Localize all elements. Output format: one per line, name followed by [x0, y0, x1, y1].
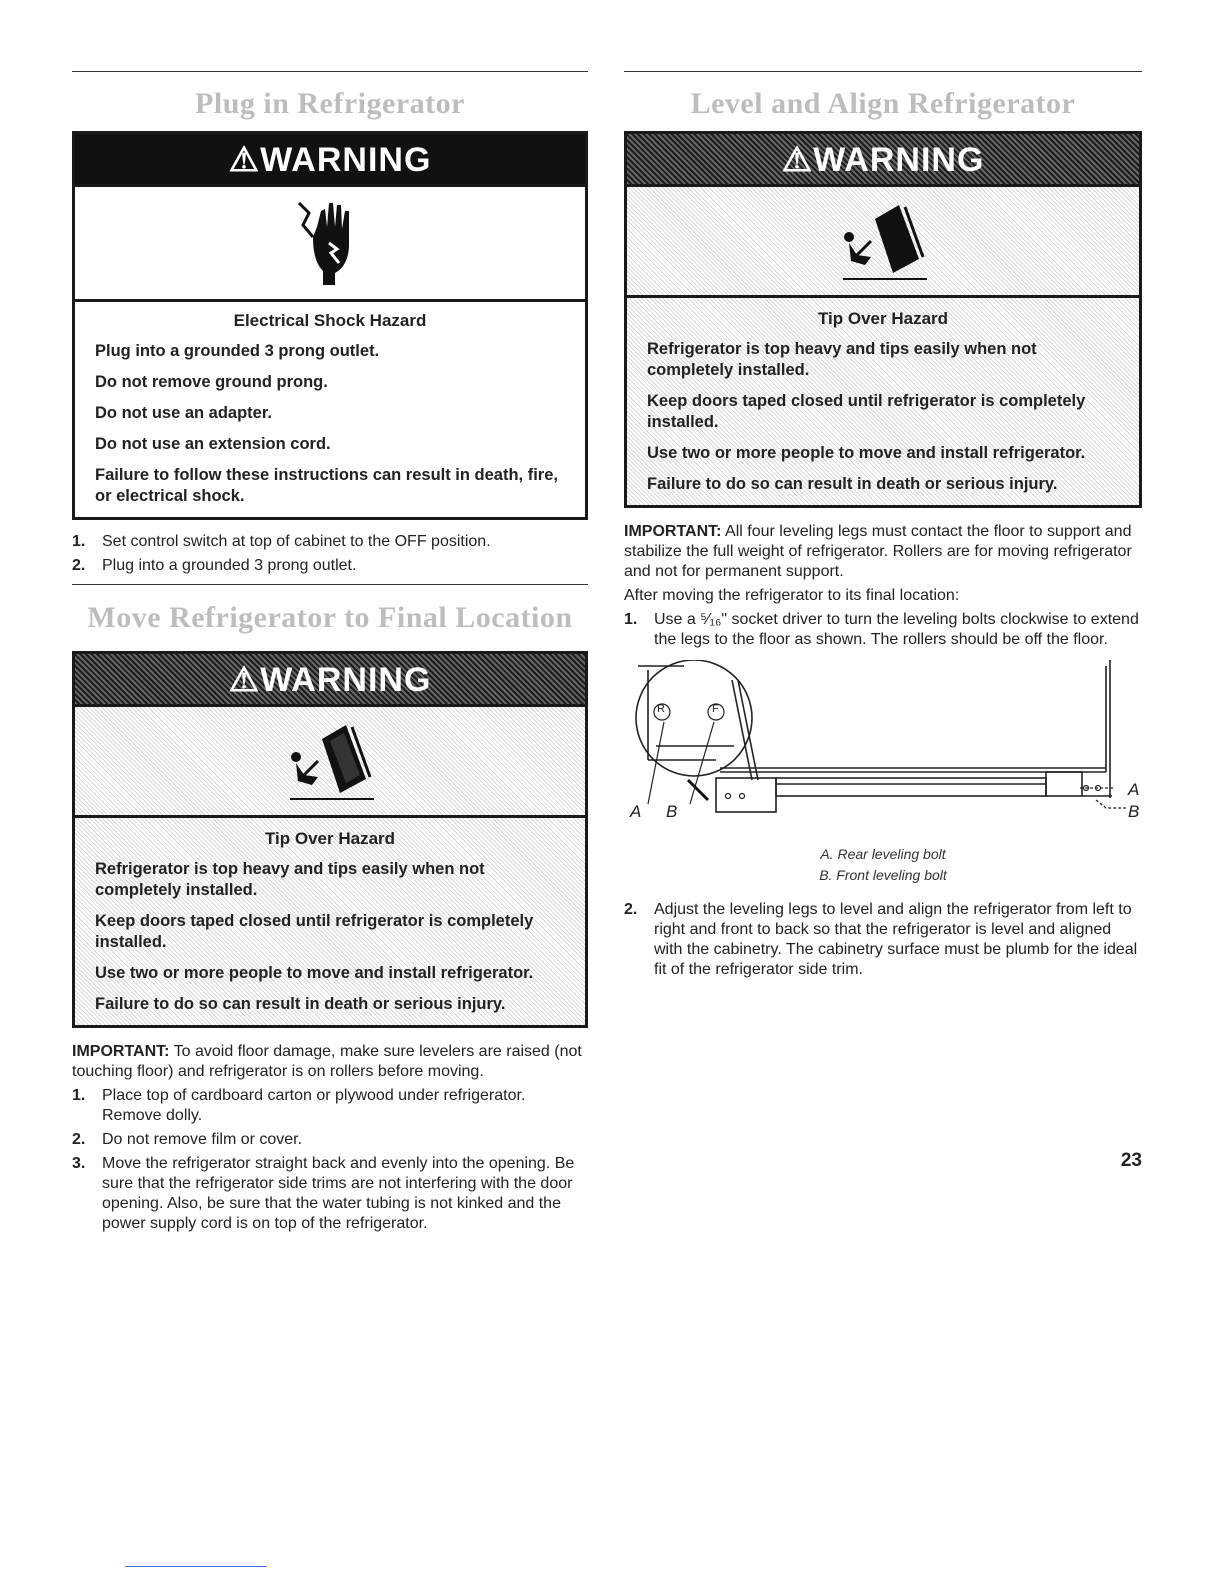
warning-line: Do not use an extension cord.	[95, 435, 331, 453]
page-number: 23	[1120, 1150, 1142, 1171]
caption-line: A. Rear leveling bolt	[820, 846, 946, 862]
list-item: 1. Use a ⁵⁄₁₆" socket driver to turn the leveling bolts clockwise to extend the legs to the floor as shown. The rollers should be off the floor.	[624, 611, 1139, 648]
level-steps-2	[624, 900, 1142, 980]
list-item: 3. Move the refrigerator straight back and evenly into the opening. Be sure that the refrigerator side trims are not interfering with the door opening. Also, be sure that the water tubing is not kinked and the power supply cord is on top of the refrigerator.	[72, 1155, 575, 1232]
warning-line: Use two or more people to move and install refrigerator.	[647, 444, 1086, 462]
hazard-title: Tip Over Hazard	[817, 309, 949, 328]
section-rule	[72, 584, 588, 585]
warning-line: Refrigerator is top heavy and tips easily when not completely installed.	[95, 860, 485, 899]
section-title-move: Move Refrigerator to Final Location	[87, 601, 573, 634]
warning-line: Use two or more people to move and install refrigerator.	[95, 964, 534, 982]
hazard-title: Electrical Shock Hazard	[233, 311, 427, 330]
warning-line: Failure to do so can result in death or serious injury.	[95, 995, 506, 1013]
footer-link-underline	[125, 1566, 267, 1567]
diagram-label-b-left: B	[666, 802, 678, 821]
leveling-diagram	[624, 660, 1142, 838]
list-item: 2. Do not remove film or cover.	[72, 1131, 303, 1148]
warning-box-tip-over	[624, 131, 1142, 508]
diagram-label-a-right: A	[1128, 780, 1140, 799]
list-item: 1. Place top of cardboard carton or plywood under refrigerator. Remove dolly.	[72, 1087, 526, 1124]
section-title-level: Level and Align Refrigerator	[690, 87, 1076, 120]
warning-body	[75, 818, 585, 1025]
plug-steps	[72, 532, 588, 576]
warning-line: Failure to follow these instructions can result in death, fire, or electrical shock.	[95, 466, 558, 505]
right-column	[624, 71, 1142, 984]
warning-line: Failure to do so can result in death or serious injury.	[647, 475, 1058, 493]
after-moving-text: After moving the refrigerator to its final location:	[624, 587, 960, 604]
section-rule	[624, 71, 1142, 72]
diagram-label-a-left: A	[630, 802, 642, 821]
warning-line: Do not use an adapter.	[95, 404, 272, 422]
warning-line: Keep doors taped closed until refrigerator is completely installed.	[95, 912, 534, 951]
caption-line: B. Front leveling bolt	[819, 867, 947, 883]
left-column	[72, 71, 588, 1238]
warning-box-electrical	[72, 131, 588, 520]
list-item: 2. Adjust the leveling legs to level and align the refrigerator from left to right and front to back so that the refrigerator is level and aligned with the cabinetry. The cabinetry surface must be plumb for the ideal fit of the refrigerator side trim.	[624, 901, 1138, 978]
list-item: 1. Set control switch at top of cabinet to the OFF position.	[72, 533, 491, 550]
electrical-shock-hand-icon	[75, 187, 585, 302]
diagram-caption	[624, 844, 1142, 886]
warning-body	[75, 302, 585, 517]
warning-heading: ⚠WARNING	[627, 134, 1139, 187]
move-steps	[72, 1086, 588, 1234]
warning-line: Keep doors taped closed until refrigerator is completely installed.	[647, 392, 1086, 431]
circle-label-r: R	[657, 703, 665, 715]
warning-heading: ⚠WARNING	[75, 654, 585, 707]
tip-over-icon	[75, 707, 585, 818]
section-rule	[72, 71, 588, 72]
level-steps	[624, 610, 1142, 650]
warning-line: Plug into a grounded 3 prong outlet.	[95, 342, 380, 360]
diagram-label-b-right: B	[1128, 802, 1140, 821]
tip-over-icon	[627, 187, 1139, 298]
important-note: IMPORTANT: All four leveling legs must contact the floor to support and stabilize the full weight of refrigerator. Rollers are for moving refrigerator and not for permanent support.	[624, 523, 1132, 580]
circle-label-f: F	[712, 703, 719, 715]
important-note: IMPORTANT: To avoid floor damage, make sure levelers are raised (not touching floor) and refrigerator is on rollers before moving.	[72, 1043, 582, 1080]
warning-line: Do not remove ground prong.	[95, 373, 328, 391]
list-item: 2. Plug into a grounded 3 prong outlet.	[72, 557, 357, 574]
warning-heading: ⚠WARNING	[75, 134, 585, 187]
warning-body	[627, 298, 1139, 505]
warning-line: Refrigerator is top heavy and tips easily when not completely installed.	[647, 340, 1037, 379]
hazard-title: Tip Over Hazard	[264, 829, 396, 848]
section-title-plug: Plug in Refrigerator	[195, 87, 465, 120]
warning-box-tip-over	[72, 651, 588, 1028]
